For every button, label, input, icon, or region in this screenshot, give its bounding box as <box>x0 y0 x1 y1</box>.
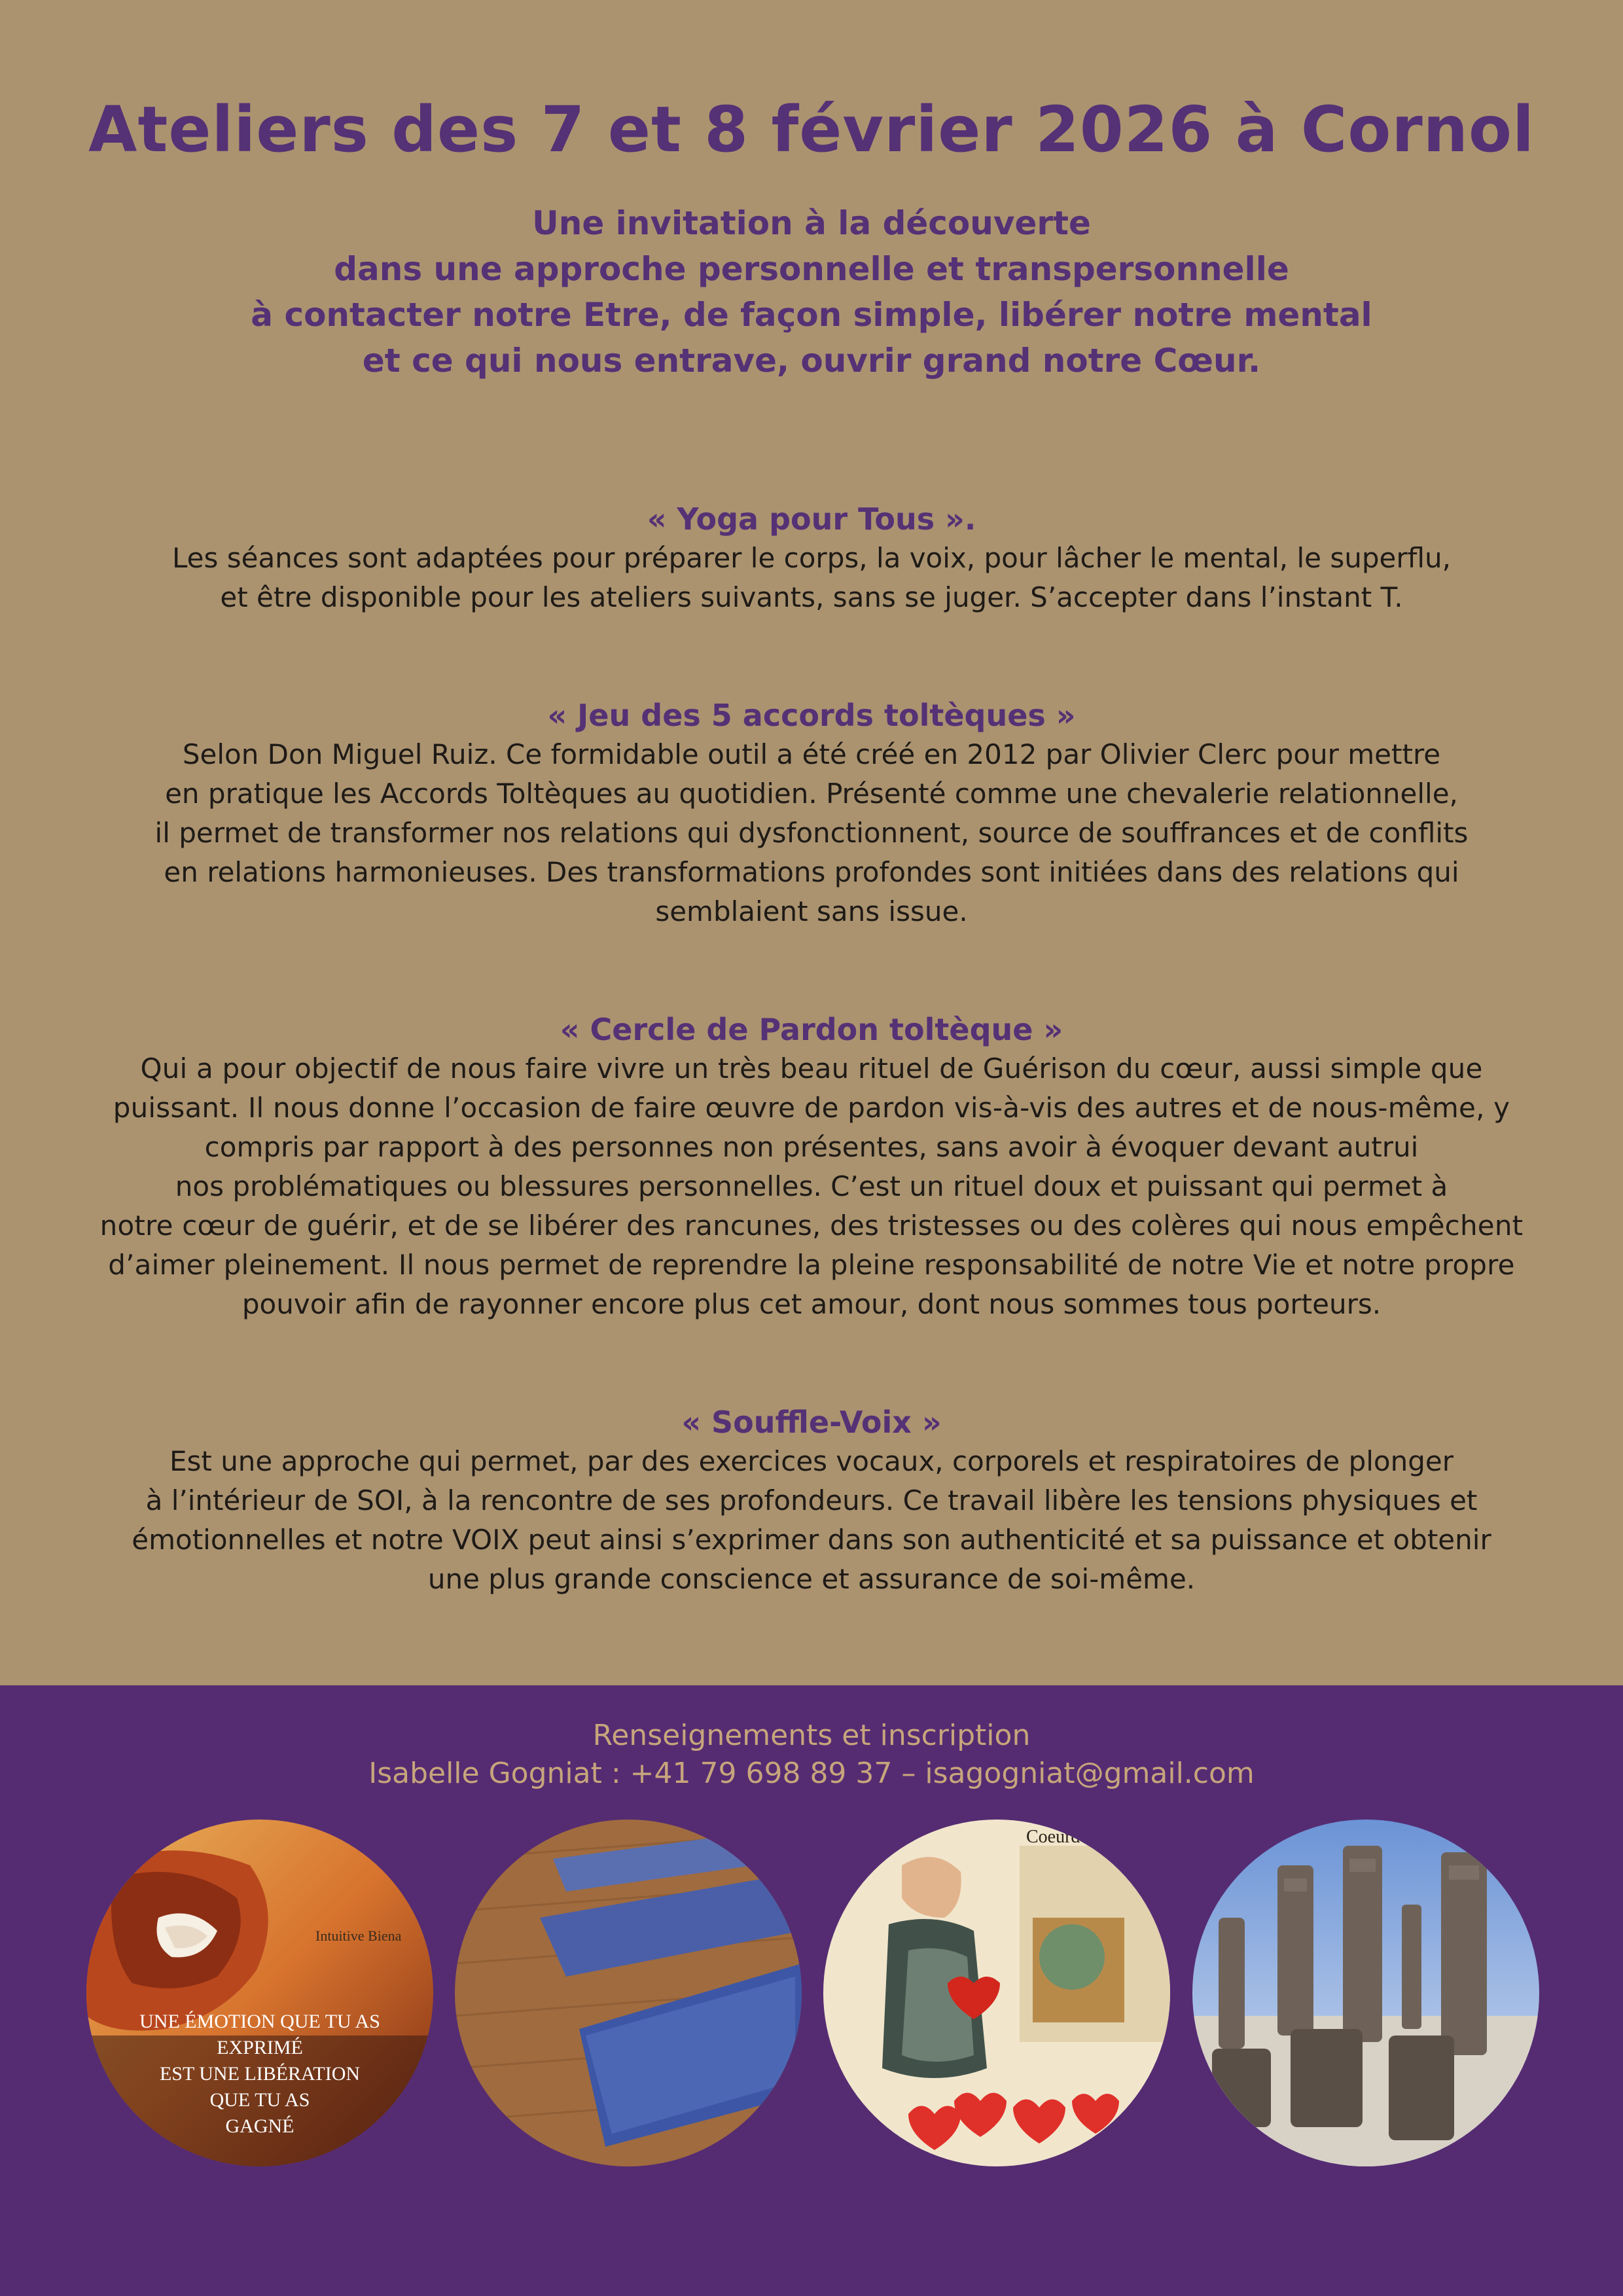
section-title: « Souffle-Voix » <box>681 1405 942 1440</box>
section-text-line: compris par rapport à des personnes non présentes, sans avoir à évoquer devant autrui <box>204 1131 1419 1163</box>
section-text-line: une plus grande conscience et assurance de soi-même. <box>427 1563 1196 1595</box>
section-text-line: puissant. Il nous donne l’occasion de faire œuvre de pardon vis-à-vis des autres et de nous-même, y <box>113 1092 1510 1124</box>
section-text-line: semblaient sans issue. <box>655 895 968 927</box>
section-text-line: en pratique les Accords Toltèques au quotidien. Présenté comme une chevalerie relationnelle, <box>165 778 1458 810</box>
section-yoga <box>85 499 1538 617</box>
photo-caption-line: GAGNÉ <box>225 2115 294 2137</box>
section-souffle-voix <box>85 1403 1538 1599</box>
photo-brand-text: Coeurdon <box>1026 1827 1099 1847</box>
intro-line: dans une approche personnelle et transpersonnelle <box>334 250 1289 288</box>
photo-caption-line: UNE ÉMOTION QUE TU AS <box>139 2011 380 2032</box>
contact-details: Isabelle Gogniat : +41 79 698 89 37 – isagogniat@gmail.com <box>368 1757 1255 1790</box>
section-title: « Yoga pour Tous ». <box>647 501 976 537</box>
section-text-line: notre cœur de guérir, et de se libérer des rancunes, des tristesses ou des colères qui nous empêchent <box>99 1210 1524 1242</box>
photo-caption-line: QUE TU AS <box>209 2089 310 2111</box>
section-accords <box>85 696 1538 931</box>
intro-text <box>0 200 1623 384</box>
section-text-line: il permet de transformer nos relations qui dysfonctionnent, source de souffrances et de conflits <box>154 817 1469 849</box>
intro-line: et ce qui nous entrave, ouvrir grand notre Cœur. <box>362 342 1261 380</box>
section-title: « Cercle de Pardon toltèque » <box>560 1012 1063 1047</box>
photo-singing-woman <box>86 1820 433 2166</box>
section-text-line: à l’intérieur de SOI, à la rencontre de ses profondeurs. Ce travail libère les tensions physiques et <box>145 1484 1478 1516</box>
section-text-line: en relations harmonieuses. Des transformations profondes sont initiées dans des relations qui <box>164 856 1459 888</box>
section-text-line: émotionnelles et notre VOIX peut ainsi s’exprimer dans son authenticité et sa puissance et obtenir <box>132 1524 1491 1556</box>
section-text-line: et être disponible pour les ateliers suivants, sans se juger. S’accepter dans l’instant T. <box>220 581 1403 613</box>
section-pardon <box>85 1010 1538 1324</box>
section-title: « Jeu des 5 accords toltèques » <box>547 698 1076 733</box>
intro-line: à contacter notre Etre, de façon simple, libérer notre mental <box>251 296 1372 334</box>
photo-yoga-mats <box>455 1820 802 2166</box>
photo-toltec-statues <box>1192 1820 1539 2166</box>
contact-title: Renseignements et inscription <box>592 1719 1031 1752</box>
page-title: Ateliers des 7 et 8 février 2026 à Cornol <box>88 93 1535 166</box>
footer-panel <box>0 1685 1623 2296</box>
section-text-line: Selon Don Miguel Ruiz. Ce formidable outil a été créé en 2012 par Olivier Clerc pour mettre <box>182 738 1441 770</box>
section-text-line: Qui a pour objectif de nous faire vivre un très beau rituel de Guérison du cœur, aussi simple que <box>140 1052 1483 1085</box>
section-text-line: Est une approche qui permet, par des exercices vocaux, corporels et respiratoires de plonger <box>169 1445 1454 1477</box>
photo-caption-line: EXPRIMÉ <box>217 2037 303 2058</box>
photo-brand-text: Intuitive Biena <box>315 1928 402 1944</box>
photo-caption-line: EST UNE LIBÉRATION <box>159 2063 361 2085</box>
section-text-line: d’aimer pleinement. Il nous permet de reprendre la pleine responsabilité de notre Vie et notre propre <box>108 1249 1515 1281</box>
photo-heart-repairer <box>823 1820 1170 2166</box>
contact-block <box>0 1717 1623 1793</box>
section-text-line: Les séances sont adaptées pour préparer le corps, la voix, pour lâcher le mental, le superflu, <box>171 542 1452 574</box>
section-text-line: nos problématiques ou blessures personnelles. C’est un rituel doux et puissant qui permet à <box>175 1170 1448 1202</box>
intro-line: Une invitation à la découverte <box>532 204 1091 242</box>
section-text-line: pouvoir afin de rayonner encore plus cet amour, dont nous sommes tous porteurs. <box>241 1288 1382 1320</box>
